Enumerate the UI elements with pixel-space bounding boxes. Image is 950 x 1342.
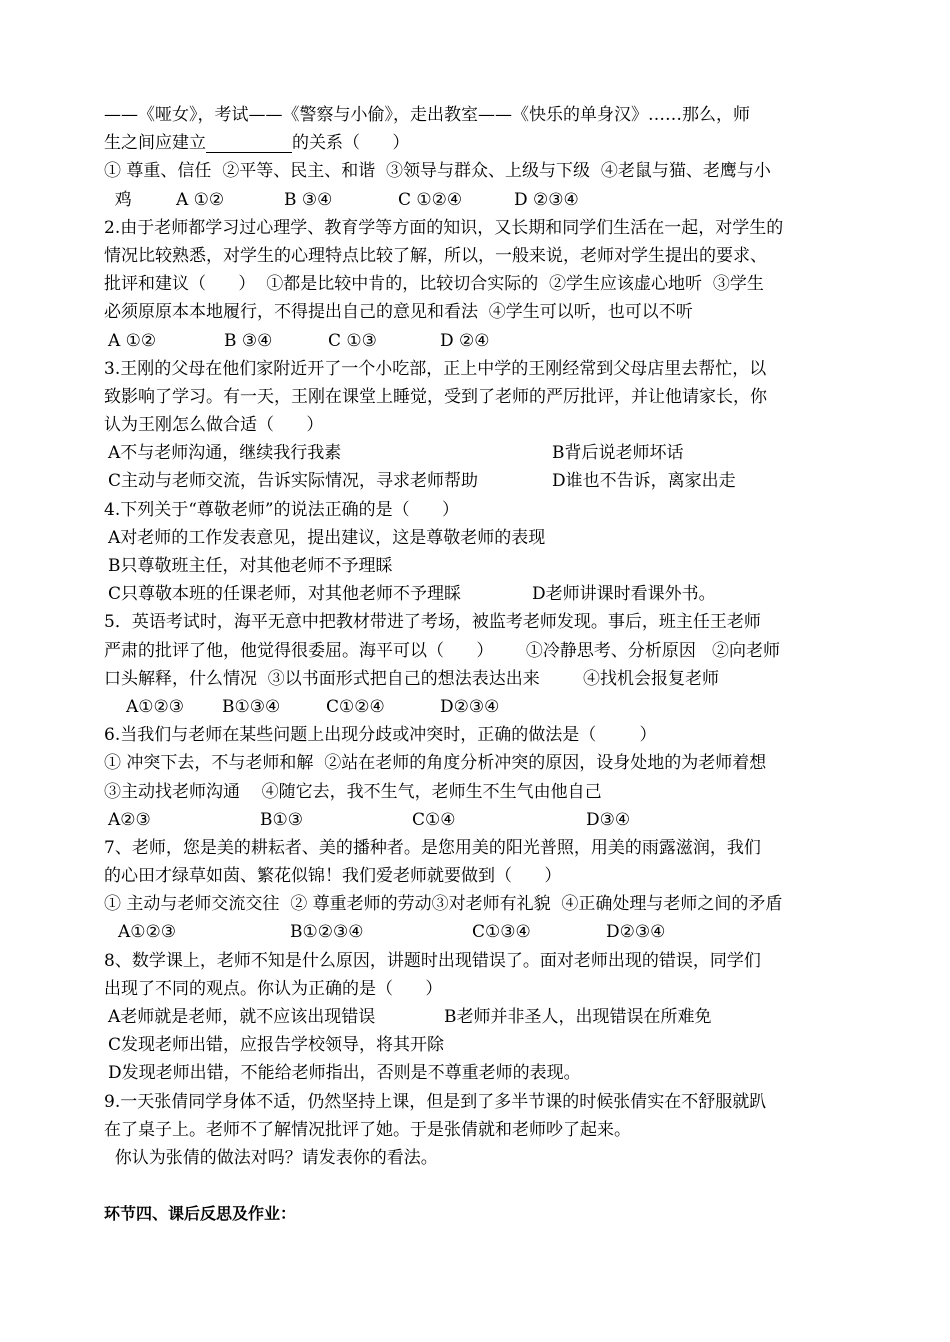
option-c: C主动与老师交流，告诉实际情况，寻求老师帮助 bbox=[108, 471, 479, 492]
option-d: D②③④ bbox=[606, 922, 666, 943]
option-d: D ②③④ bbox=[514, 189, 579, 210]
option-b: B ③④ bbox=[284, 189, 333, 210]
q4-stem bbox=[104, 496, 856, 524]
q2-text: 必须原原本本地履行，不得提出自己的意见和看法 ④学生可以听，也可以不听 bbox=[104, 302, 693, 323]
q2-line bbox=[104, 214, 856, 242]
q8-options-row-1 bbox=[104, 1003, 856, 1031]
option-a: A①②③ bbox=[118, 922, 176, 943]
q8-line bbox=[104, 947, 856, 975]
q6-text: ① 冲突下去，不与老师和解 ②站在老师的角度分析冲突的原因，设身处地的为老师着想 bbox=[104, 753, 767, 774]
q1-line-2 bbox=[104, 129, 856, 157]
q4-options-row bbox=[104, 580, 856, 608]
q7-text: 的心田才绿草如茵、繁花似锦！我们爱老师就要做到（ ） bbox=[104, 866, 562, 887]
option-c: C ①③ bbox=[328, 330, 377, 351]
q6-text: 6.当我们与老师在某些问题上出现分歧或冲突时，正确的做法是（ ） bbox=[104, 725, 657, 746]
q9-line bbox=[104, 1144, 856, 1172]
q5-text: 严肃的批评了他，他觉得很委屈。海平可以（ ） ①冷静思考、分析原因 ②向老师 bbox=[104, 640, 781, 661]
option-d: D ②④ bbox=[440, 330, 490, 351]
q3-options-row-2 bbox=[104, 467, 856, 495]
option-c: C发现老师出错，应报告学校领导，将其开除 bbox=[108, 1035, 445, 1056]
option-c: C①④ bbox=[412, 809, 456, 830]
q8-option-c bbox=[104, 1031, 856, 1059]
q2-options bbox=[104, 327, 856, 355]
q2-line bbox=[104, 242, 856, 270]
q6-line bbox=[104, 749, 856, 777]
q7-line bbox=[104, 862, 856, 890]
q9-line bbox=[104, 1088, 856, 1116]
option-d: D②③④ bbox=[440, 696, 500, 717]
q3-line bbox=[104, 383, 856, 411]
q1-options bbox=[104, 186, 856, 214]
option-c: C①②④ bbox=[326, 696, 385, 717]
option-b: B①③④ bbox=[222, 696, 281, 717]
option-b: B①②③④ bbox=[290, 922, 364, 943]
q8-option-d bbox=[104, 1059, 856, 1087]
option-b: B①③ bbox=[260, 809, 303, 830]
q4-option-b bbox=[104, 552, 856, 580]
worksheet-page bbox=[104, 101, 856, 1228]
q6-line bbox=[104, 721, 856, 749]
q8-line bbox=[104, 975, 856, 1003]
q6-options bbox=[104, 806, 856, 834]
option-b: B背后说老师坏话 bbox=[552, 443, 684, 464]
q1-choices-text: ① 尊重、信任 ②平等、民主、和谐 ③领导与群众、上级与下级 ④老鼠与猫、老鹰与小 bbox=[104, 161, 771, 182]
q7-line bbox=[104, 834, 856, 862]
option-a: A对老师的工作发表意见，提出建议，这是尊敬老师的表现 bbox=[108, 527, 546, 548]
option-d: D发现老师出错，不能给老师指出，否则是不尊重老师的表现。 bbox=[108, 1063, 581, 1084]
option-a: A②③ bbox=[108, 809, 151, 830]
q5-line bbox=[104, 637, 856, 665]
q2-text: 2.由于老师都学习过心理学、教育学等方面的知识，又长期和同学们生活在一起，对学生的 bbox=[104, 217, 784, 238]
q1-stem-prefix: 生之间应建立 bbox=[104, 133, 206, 154]
q9-line bbox=[104, 1116, 856, 1144]
q5-text: 5．英语考试时，海平无意中把教材带进了考场，被监考老师发现。事后，班主任王老师 bbox=[104, 612, 761, 633]
q7-text: 7、老师，您是美的耕耘者、美的播种者。是您用美的阳光普照，用美的雨露滋润，我们 bbox=[104, 837, 761, 858]
q1-stem-suffix: 的关系（ ） bbox=[292, 133, 410, 154]
option-d: D③④ bbox=[586, 809, 631, 830]
option-a: A①②③ bbox=[126, 696, 184, 717]
q9-text: 你认为张倩的做法对吗？请发表你的看法。 bbox=[104, 1147, 438, 1168]
option-c: C①③④ bbox=[472, 922, 531, 943]
q4-option-a bbox=[104, 524, 856, 552]
q2-text: 批评和建议（ ） ①都是比较中肯的，比较切合实际的 ②学生应该虚心地听 ③学生 bbox=[104, 274, 764, 295]
option-b: B只尊敬班主任，对其他老师不予理睬 bbox=[108, 556, 393, 576]
q3-line bbox=[104, 355, 856, 383]
q6-text: ③主动找老师沟通 ④随它去，我不生气，老师生不生气由他自己 bbox=[104, 781, 602, 802]
spacer bbox=[104, 1172, 856, 1200]
q8-text: 8、数学课上，老师不知是什么原因，讲题时出现错误了。面对老师出现的错误，同学们 bbox=[104, 950, 761, 971]
q4-text: 4.下列关于“尊敬老师”的说法正确的是（ ） bbox=[104, 499, 460, 520]
q1-line-3 bbox=[104, 157, 856, 185]
option-a: A ①② bbox=[108, 330, 157, 351]
section-4-title: 环节四、课后反思及作业： bbox=[104, 1204, 297, 1224]
option-d: D老师讲课时看课外书。 bbox=[532, 584, 716, 605]
q5-text: 口头解释，什么情况 ③以书面形式把自己的想法表达出来 ④找机会报复老师 bbox=[104, 668, 720, 689]
q1-text: ——《哑女》，考试——《警察与小偷》，走出教室——《快乐的单身汉》……那么，师 bbox=[104, 105, 750, 125]
option-a: A ①② bbox=[176, 189, 225, 210]
fill-in-blank bbox=[206, 134, 292, 153]
q9-text: 在了桌子上。老师不了解情况批评了她。于是张倩就和老师吵了起来。 bbox=[104, 1119, 631, 1140]
option-a: A老师就是老师，就不应该出现错误 bbox=[108, 1007, 376, 1027]
q3-text: 3.王刚的父母在他们家附近开了一个小吃部，正上中学的王刚经常到父母店里去帮忙，以 bbox=[104, 358, 767, 379]
q6-line bbox=[104, 778, 856, 806]
q9-text: 9.一天张倩同学身体不适，仍然坚持上课，但是到了多半节课的时候张倩实在不舒服就趴 bbox=[104, 1091, 767, 1112]
option-c: C ①②④ bbox=[398, 189, 463, 210]
option-d: D谁也不告诉，离家出走 bbox=[552, 471, 736, 492]
q5-line bbox=[104, 665, 856, 693]
q3-options-row-1 bbox=[104, 439, 856, 467]
option-b: B ③④ bbox=[224, 330, 273, 351]
q7-options bbox=[104, 918, 856, 946]
q3-text: 认为王刚怎么做合适（ ） bbox=[104, 415, 324, 436]
q1-line-1 bbox=[104, 101, 856, 129]
q3-text: 致影响了学习。有一天，王刚在课堂上睡觉，受到了老师的严厉批评，并让他请家长，你 bbox=[104, 386, 767, 407]
q2-line bbox=[104, 270, 856, 298]
q7-line bbox=[104, 890, 856, 918]
q8-text: 出现了不同的观点。你认为正确的是（ ） bbox=[104, 978, 443, 999]
option-c: C只尊敬本班的任课老师，对其他老师不予理睬 bbox=[108, 584, 462, 605]
q5-options bbox=[104, 693, 856, 721]
q2-line bbox=[104, 298, 856, 326]
q5-line bbox=[104, 608, 856, 636]
q3-line bbox=[104, 411, 856, 439]
q7-text: ① 主动与老师交流交往 ② 尊重老师的劳动③对老师有礼貌 ④正确处理与老师之间的矛盾 bbox=[104, 894, 783, 915]
option-a: A不与老师沟通，继续我行我素 bbox=[108, 443, 342, 464]
q1-choices-tail: 鸡 bbox=[104, 189, 132, 210]
q2-text: 情况比较熟悉，对学生的心理特点比较了解，所以，一般来说，老师对学生提出的要求、 bbox=[104, 245, 767, 266]
option-b: B老师并非圣人，出现错误在所难免 bbox=[444, 1007, 712, 1027]
section-heading bbox=[104, 1200, 856, 1228]
